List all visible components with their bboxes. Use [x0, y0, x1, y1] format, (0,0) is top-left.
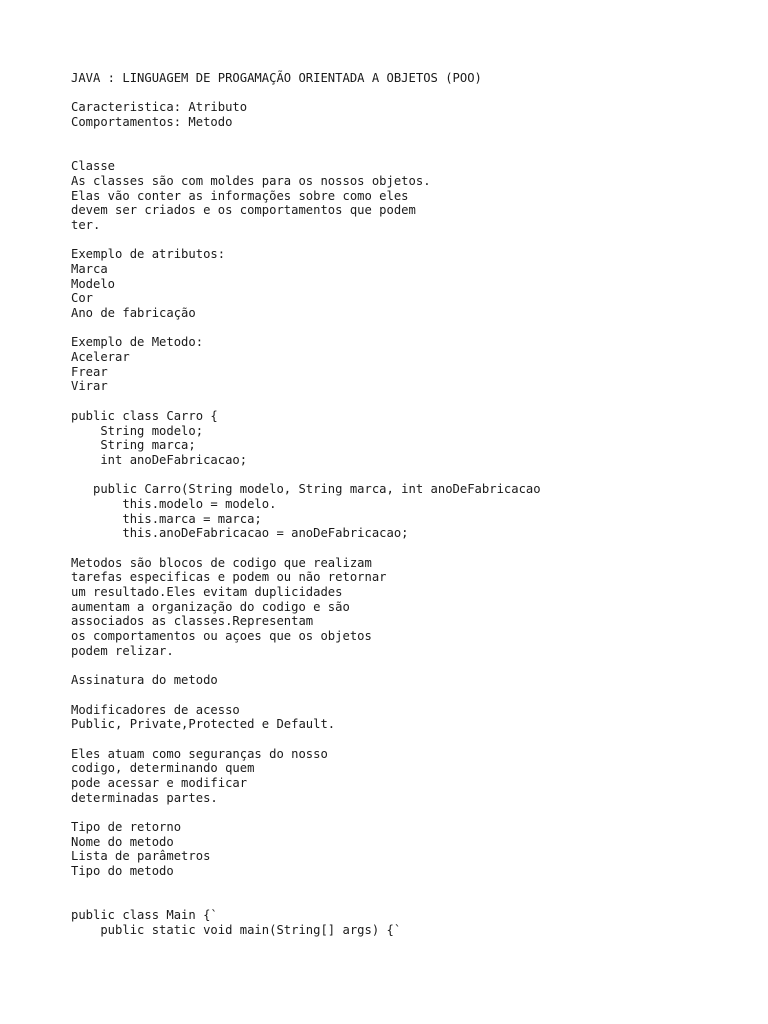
text-line: Lista de parâmetros	[71, 849, 211, 864]
text-line: this.marca = marca;	[71, 511, 262, 526]
text-line: public Carro(String modelo, String marca, int anoDeFabricacao	[71, 482, 541, 497]
text-line: Cor	[71, 291, 94, 306]
text-line: Tipo de retorno	[71, 820, 182, 835]
text-line	[71, 732, 761, 747]
text-line: codigo, determinando quem	[71, 761, 255, 776]
text-line: Comportamentos: Metodo	[71, 115, 233, 130]
text-line: Assinatura do metodo	[71, 673, 218, 688]
text-line: JAVA : LINGUAGEM DE PROGAMAÇÃO ORIENTADA A OBJETOS (POO)	[71, 71, 482, 85]
text-line: Caracteristica: Atributo	[71, 100, 248, 115]
text-line: Frear	[71, 364, 108, 379]
text-line: podem relizar.	[71, 643, 174, 658]
text-line: pode acessar e modificar	[71, 776, 248, 790]
text-line: determinadas partes.	[71, 790, 218, 805]
text-line: Exemplo de atributos:	[71, 247, 226, 262]
text-line	[71, 879, 761, 894]
text-line: Modificadores de acesso	[71, 702, 240, 717]
text-line: String marca;	[71, 438, 196, 453]
text-line: public class Carro {	[71, 408, 218, 423]
text-line: Classe	[71, 159, 116, 174]
text-line: Marca	[71, 261, 108, 276]
text-line	[71, 894, 761, 909]
text-line: Exemplo de Metodo:	[71, 335, 204, 350]
text-line	[71, 805, 761, 820]
text-line: public class Main {`	[71, 908, 218, 923]
text-line	[71, 688, 761, 703]
text-line	[71, 541, 761, 556]
document-page	[71, 71, 761, 938]
text-line: int anoDeFabricacao;	[71, 452, 248, 467]
text-line	[71, 130, 761, 145]
text-line: os comportamentos ou açoes que os objetos	[71, 629, 372, 644]
text-line: Elas vão conter as informações sobre como eles	[71, 188, 409, 203]
text-line: Public, Private,Protected e Default.	[71, 717, 336, 732]
text-line: Tipo do metodo	[71, 864, 174, 879]
text-line	[71, 394, 761, 409]
text-line: Nome do metodo	[71, 834, 174, 849]
text-line	[71, 233, 761, 248]
text-line: um resultado.Eles evitam duplicidades	[71, 585, 343, 600]
text-line: Eles atuam como seguranças do nosso	[71, 746, 328, 761]
text-line: Acelerar	[71, 350, 130, 365]
text-line: this.anoDeFabricacao = anoDeFabricacao;	[71, 526, 409, 541]
text-line: Ano de fabricação	[71, 306, 196, 320]
text-line: public static void main(String[] args) {`	[71, 922, 402, 937]
text-line	[71, 144, 761, 159]
text-line: ter.	[71, 217, 101, 232]
text-line: Modelo	[71, 276, 116, 291]
text-line: Metodos são blocos de codigo que realizam	[71, 555, 372, 570]
text-line: this.modelo = modelo.	[71, 496, 277, 511]
text-line	[71, 321, 761, 336]
text-line: Virar	[71, 379, 108, 394]
text-line	[71, 468, 761, 483]
text-line	[71, 659, 761, 674]
text-line: devem ser criados e os comportamentos que podem	[71, 203, 416, 218]
text-line	[71, 86, 761, 101]
text-line: aumentam a organização do codigo e são	[71, 599, 350, 614]
text-line: String modelo;	[71, 423, 204, 438]
text-line: associados as classes.Representam	[71, 614, 314, 629]
text-line: tarefas especificas e podem ou não retornar	[71, 570, 387, 585]
text-line: As classes são com moldes para os nossos objetos.	[71, 173, 431, 188]
